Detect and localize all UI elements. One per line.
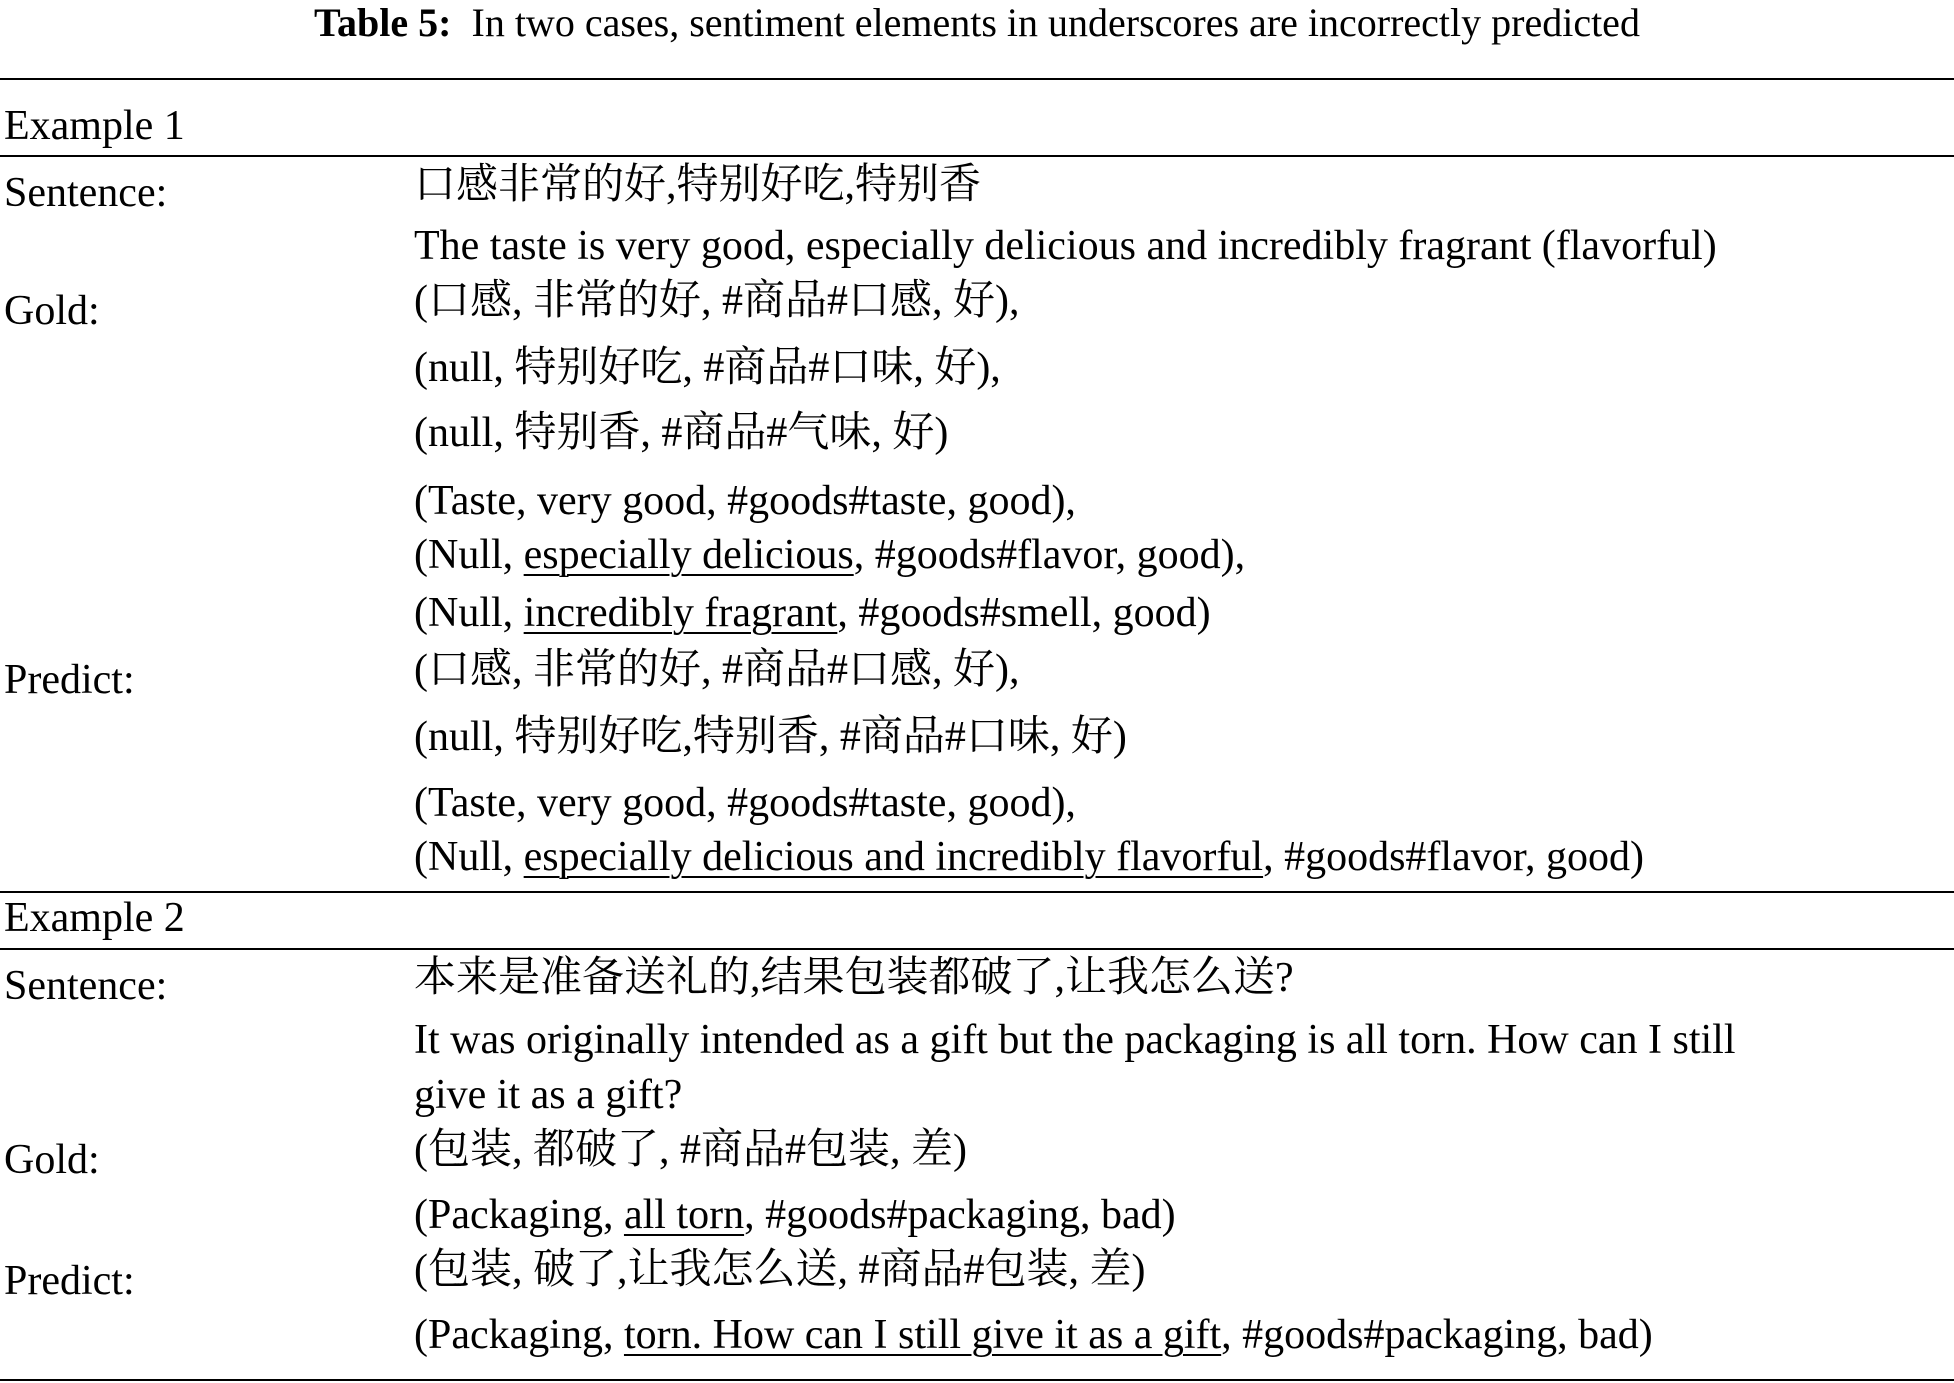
example1-predict-zh-1: (口感, 非常的好, #商品#口感, 好), xyxy=(414,647,1020,693)
bottom-rule xyxy=(0,1379,1954,1381)
example1-title: Example 1 xyxy=(4,103,185,149)
example2-gold-en: (Packaging, all torn, #goods#packaging, bad) xyxy=(414,1192,1176,1238)
example1-gold-en-2: (Null, especially delicious, #goods#flavor, good), xyxy=(414,532,1246,578)
example1-gold-label: Gold: xyxy=(4,288,100,334)
example2-sentence-en-1: It was originally intended as a gift but the packaging is all torn. How can I still xyxy=(414,1017,1736,1063)
example2-sentence-en-2: give it as a gift? xyxy=(414,1072,683,1118)
example1-sentence-label: Sentence: xyxy=(4,170,168,216)
example1-predict-en-1: (Taste, very good, #goods#taste, good), xyxy=(414,780,1076,826)
example2-rule xyxy=(0,948,1954,950)
example2-predict-zh: (包装, 破了,让我怎么送, #商品#包装, 差) xyxy=(414,1247,1146,1293)
example1-predict-label: Predict: xyxy=(4,657,135,703)
example1-sentence-zh: 口感非常的好,特别好吃,特别香 xyxy=(414,162,982,208)
example2-gold-label: Gold: xyxy=(4,1137,100,1183)
example2-title: Example 2 xyxy=(4,895,185,941)
example1-gold-zh-1: (口感, 非常的好, #商品#口感, 好), xyxy=(414,278,1020,324)
example2-predict-label: Predict: xyxy=(4,1258,135,1304)
underlined-element: incredibly fragrant xyxy=(523,590,838,636)
example1-rule xyxy=(0,155,1954,157)
example2-sentence-zh: 本来是准备送礼的,结果包装都破了,让我怎么送? xyxy=(414,955,1294,1001)
underlined-element: torn. How can I still give it as a gift xyxy=(623,1312,1222,1358)
example2-sentence-label: Sentence: xyxy=(4,963,168,1009)
example1-gold-zh-2: (null, 特别好吃, #商品#口味, 好), xyxy=(414,345,1001,391)
caption-text: In two cases, sentiment elements in underscores are incorrectly predicted xyxy=(471,0,1640,45)
example1-gold-zh-3: (null, 特别香, #商品#气味, 好) xyxy=(414,410,949,456)
example1-sentence-en: The taste is very good, especially delicious and incredibly fragrant (flavorful) xyxy=(414,223,1717,269)
example1-gold-en-1: (Taste, very good, #goods#taste, good), xyxy=(414,478,1076,524)
underlined-element: especially delicious xyxy=(523,532,854,578)
caption-label: Table 5: xyxy=(314,0,452,45)
top-rule xyxy=(0,78,1954,80)
example1-predict-en-2: (Null, especially delicious and incredibly flavorful, #goods#flavor, good) xyxy=(414,834,1645,880)
example2-gold-zh: (包装, 都破了, #商品#包装, 差) xyxy=(414,1127,967,1173)
underlined-element: especially delicious and incredibly flavorful xyxy=(523,834,1264,880)
example2-predict-en: (Packaging, torn. How can I still give it as a gift, #goods#packaging, bad) xyxy=(414,1312,1653,1358)
example1-predict-zh-2: (null, 特别好吃,特别香, #商品#口味, 好) xyxy=(414,714,1127,760)
example1-end-rule xyxy=(0,891,1954,893)
underlined-element: all torn xyxy=(623,1192,745,1238)
table-caption xyxy=(0,0,1954,56)
example1-gold-en-3: (Null, incredibly fragrant, #goods#smell, good) xyxy=(414,590,1211,636)
